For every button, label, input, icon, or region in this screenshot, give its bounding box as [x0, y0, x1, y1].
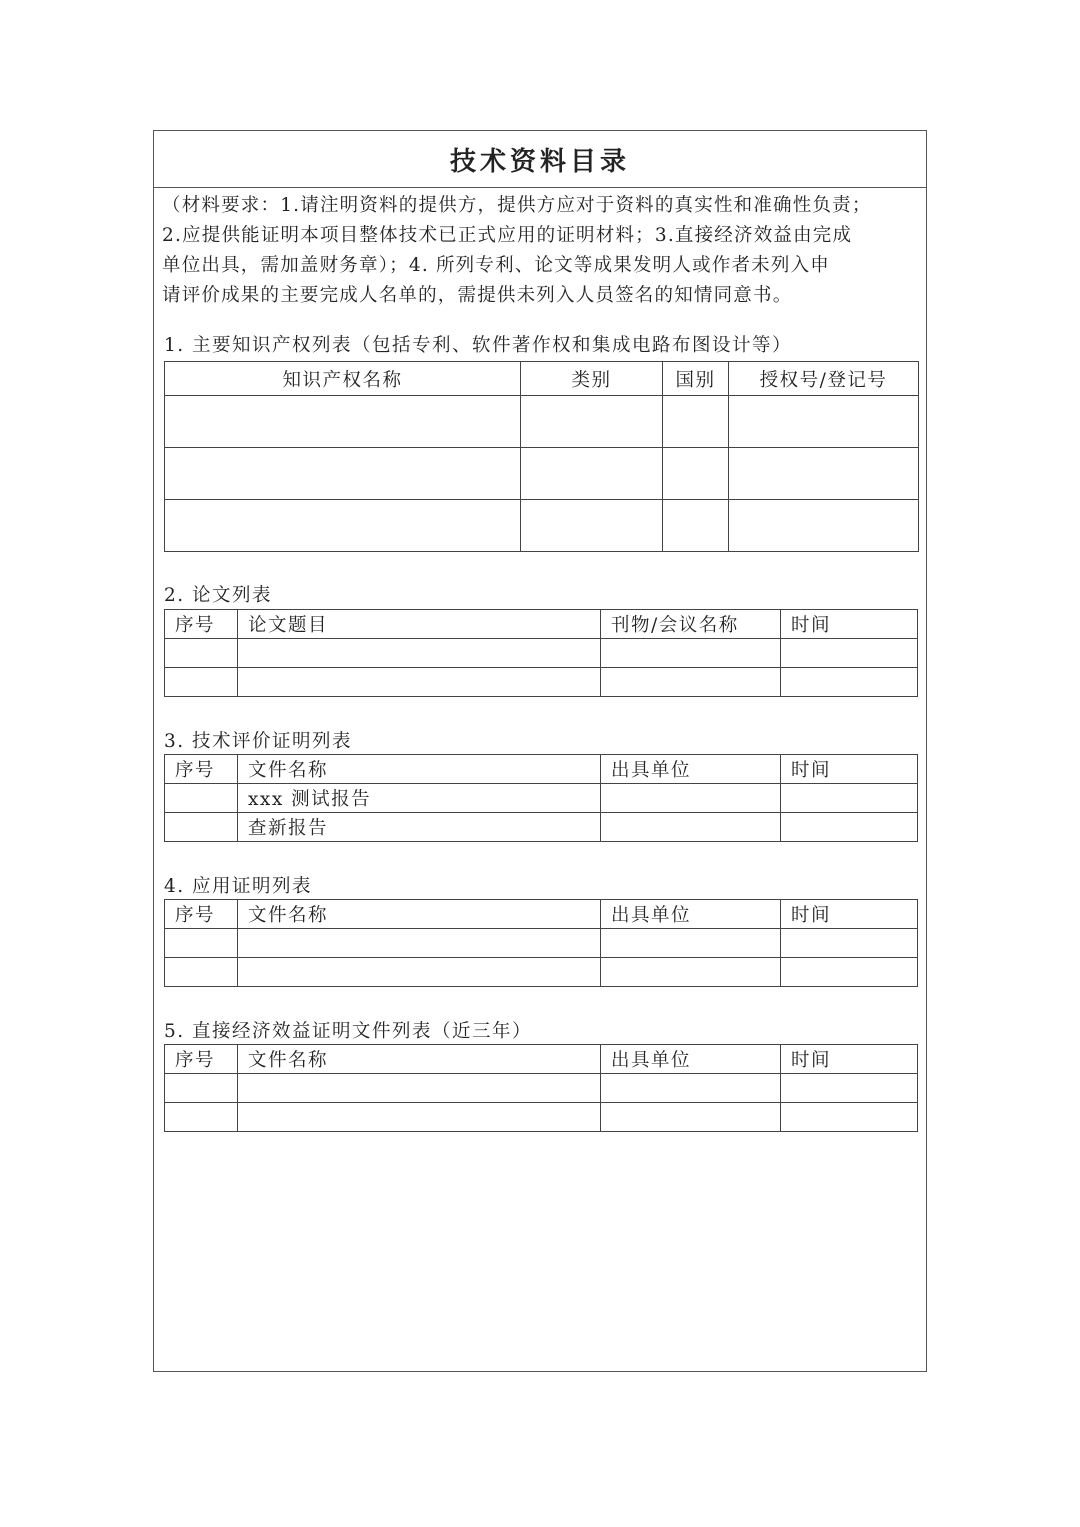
table-header-row — [165, 610, 918, 639]
requirements-line: 请评价成果的主要完成人名单的，需提供未列入人员签名的知情同意书。 — [162, 285, 793, 306]
table-cell — [238, 958, 601, 987]
table-cell — [601, 1074, 781, 1103]
table-row — [165, 1103, 918, 1132]
header-time: 时间 — [781, 610, 918, 639]
header-category: 类别 — [521, 362, 663, 396]
table-cell — [663, 500, 729, 552]
header-index: 序号 — [165, 900, 238, 929]
table-row — [165, 639, 918, 668]
table-row — [165, 500, 919, 552]
table-row — [165, 1074, 918, 1103]
table-cell — [165, 958, 238, 987]
header-issuer: 出具单位 — [601, 755, 781, 784]
table-header-row — [165, 900, 918, 929]
economic-table — [164, 1044, 918, 1132]
table-cell — [781, 639, 918, 668]
table-cell — [521, 396, 663, 448]
table-row — [165, 396, 919, 448]
table-cell — [165, 448, 521, 500]
section-heading-ip: 1. 主要知识产权列表（包括专利、软件著作权和集成电路布图设计等） — [164, 335, 793, 356]
table-cell — [729, 448, 919, 500]
table-row — [165, 958, 918, 987]
requirements-line: （材料要求：1.请注明资料的提供方，提供方应对于资料的真实性和准确性负责； — [162, 195, 872, 216]
header-issuer: 出具单位 — [601, 1045, 781, 1074]
header-paper-title: 论文题目 — [238, 610, 601, 639]
table-cell — [601, 929, 781, 958]
table-cell — [601, 813, 781, 842]
table-cell — [663, 396, 729, 448]
header-ip-name: 知识产权名称 — [165, 362, 521, 396]
header-issuer: 出具单位 — [601, 900, 781, 929]
header-journal-name: 刊物/会议名称 — [601, 610, 781, 639]
table-row — [165, 448, 919, 500]
table-cell — [781, 1103, 918, 1132]
table-header-row — [165, 362, 919, 396]
table-row — [165, 929, 918, 958]
header-index: 序号 — [165, 755, 238, 784]
table-cell: 查新报告 — [238, 813, 601, 842]
table-cell — [781, 813, 918, 842]
header-time: 时间 — [781, 900, 918, 929]
header-file-name: 文件名称 — [238, 755, 601, 784]
section-heading-evaluation: 3. 技术评价证明列表 — [164, 731, 353, 752]
section-heading-application: 4. 应用证明列表 — [164, 876, 313, 897]
table-cell — [781, 1074, 918, 1103]
table-cell — [781, 958, 918, 987]
table-cell — [165, 1103, 238, 1132]
table-cell — [781, 668, 918, 697]
table-cell — [521, 500, 663, 552]
table-cell — [729, 396, 919, 448]
table-cell — [238, 929, 601, 958]
requirements-line: 单位出具，需加盖财务章）；4. 所列专利、论文等成果发明人或作者未列入申 — [162, 255, 830, 276]
header-time: 时间 — [781, 1045, 918, 1074]
header-time: 时间 — [781, 755, 918, 784]
section-heading-economic: 5. 直接经济效益证明文件列表（近三年） — [164, 1021, 533, 1042]
table-cell — [663, 448, 729, 500]
header-index: 序号 — [165, 610, 238, 639]
table-cell — [238, 1103, 601, 1132]
application-table — [164, 899, 918, 987]
ip-table — [164, 361, 919, 552]
table-header-row — [165, 1045, 918, 1074]
table-cell — [729, 500, 919, 552]
header-file-name: 文件名称 — [238, 1045, 601, 1074]
document-page — [153, 130, 927, 1372]
table-cell — [781, 929, 918, 958]
table-row — [165, 784, 918, 813]
table-cell — [238, 639, 601, 668]
table-cell — [165, 639, 238, 668]
table-cell — [601, 639, 781, 668]
table-cell — [165, 500, 521, 552]
header-index: 序号 — [165, 1045, 238, 1074]
table-cell: xxx 测试报告 — [238, 784, 601, 813]
table-cell — [238, 1074, 601, 1103]
table-header-row — [165, 755, 918, 784]
table-row — [165, 813, 918, 842]
header-grant-number: 授权号/登记号 — [729, 362, 919, 396]
table-cell — [781, 784, 918, 813]
table-cell — [165, 813, 238, 842]
evaluation-table — [164, 754, 918, 842]
table-cell — [601, 668, 781, 697]
papers-table — [164, 609, 918, 697]
section-heading-papers: 2. 论文列表 — [164, 585, 273, 606]
table-cell — [165, 1074, 238, 1103]
table-cell — [601, 1103, 781, 1132]
material-requirements — [162, 191, 922, 311]
table-cell — [601, 958, 781, 987]
table-cell — [165, 668, 238, 697]
table-row — [165, 668, 918, 697]
header-file-name: 文件名称 — [238, 900, 601, 929]
header-country: 国别 — [663, 362, 729, 396]
requirements-line: 2.应提供能证明本项目整体技术已正式应用的证明材料；3.直接经济效益由完成 — [162, 225, 853, 246]
table-cell — [601, 784, 781, 813]
title-box — [154, 131, 926, 188]
table-cell — [165, 396, 521, 448]
table-cell — [238, 668, 601, 697]
document-title: 技术资料目录 — [449, 146, 630, 177]
table-cell — [165, 784, 238, 813]
table-cell — [521, 448, 663, 500]
table-cell — [165, 929, 238, 958]
